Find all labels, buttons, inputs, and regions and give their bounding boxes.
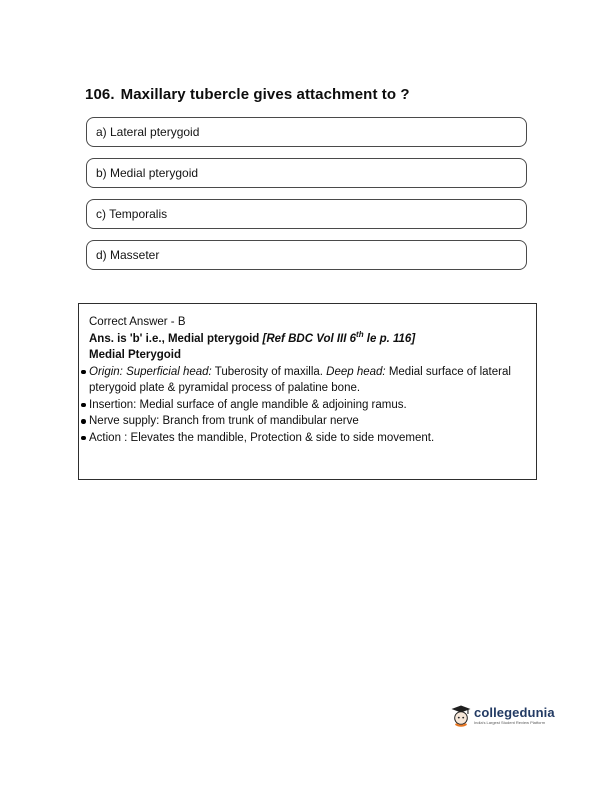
answer-subheading: Medial Pterygoid xyxy=(89,349,182,361)
option-c-label: c) Temporalis xyxy=(96,207,168,221)
option-b-label: b) Medial pterygoid xyxy=(96,166,199,180)
option-d xyxy=(86,240,527,270)
option-b xyxy=(86,158,527,188)
reference-citation-start: [Ref BDC Vol III 6 xyxy=(262,332,357,345)
brand-tagline: India's Largest Student Review Platform xyxy=(474,720,546,725)
answer-reference-line xyxy=(89,331,524,348)
correct-answer-line: Correct Answer - B xyxy=(89,316,186,328)
bullet-origin: Origin: Superficial head: Tuberosity of maxilla. Deep head: Medial surface of lateral pterygoid plate & pyramidal process of palatine bone. xyxy=(89,364,524,397)
bullet-insertion: Insertion: Medial surface of angle mandible & adjoining ramus. xyxy=(89,397,524,414)
reference-superscript: th xyxy=(356,329,364,339)
bullet-nerve-supply: Nerve supply: Branch from trunk of mandibular nerve xyxy=(89,413,524,430)
question-heading xyxy=(85,86,410,103)
question-number: 106. xyxy=(85,86,115,103)
brand-text-block xyxy=(474,705,555,725)
reference-citation-end: le p. 116] xyxy=(363,332,416,345)
brand-name: collegedunia xyxy=(474,705,555,720)
options-list xyxy=(86,117,527,270)
collegedunia-mascot-icon xyxy=(451,705,471,732)
answer-bullet-list xyxy=(89,364,524,447)
option-d-label: d) Masseter xyxy=(96,248,160,262)
option-c xyxy=(86,199,527,229)
option-a xyxy=(86,117,527,147)
answer-explanation-box xyxy=(78,303,537,480)
option-a-label: a) Lateral pterygoid xyxy=(96,125,200,139)
bullet-action: Action : Elevates the mandible, Protection & side to side movement. xyxy=(89,430,524,447)
question-text: Maxillary tubercle gives attachment to ? xyxy=(120,86,410,103)
answer-statement: Ans. is 'b' i.e., Medial pterygoid xyxy=(89,332,263,345)
collegedunia-logo xyxy=(451,705,555,732)
